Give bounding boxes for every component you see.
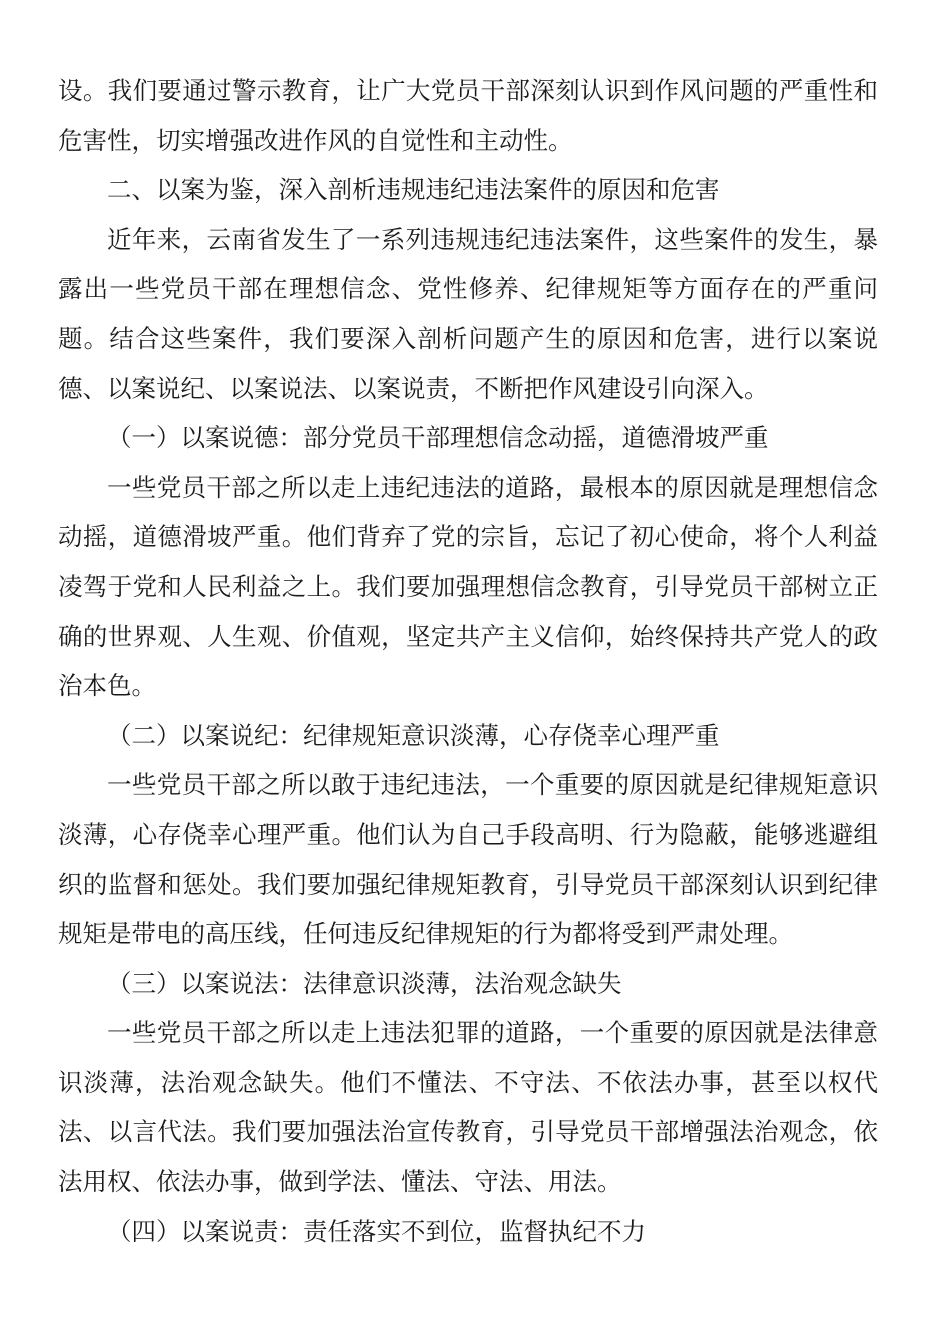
subheading-discipline: （二）以案说纪：纪律规矩意识淡薄，心存侥幸心理严重 [107,720,720,750]
paragraph-discipline: 一些党员干部之所以敢于违纪违法，一个重要的原因就是纪律规矩意识淡薄，心存侥幸心理严重。他们认为自己手段高明、行为隐蔽，能够逃避组织的监督和惩处。我们要加强纪律规矩教育，引导党员干部深刻认识到纪律规矩是带电的高压线，任何违反纪律规矩的行为都将受到严肃处理。 [58,770,878,949]
paragraph-continuation: 设。我们要通过警示教育，让广大党员干部深刻认识到作风问题的严重性和危害性，切实增强改进作风的自觉性和主动性。 [58,76,878,155]
subheading-responsibility: （四）以案说责：责任落实不到位，监督执纪不力 [107,1216,646,1246]
paragraph-cases-overview: 近年来，云南省发生了一系列违规违纪违法案件，这些案件的发生，暴露出一些党员干部在理想信念、党性修养、纪律规矩等方面存在的严重问题。结合这些案件，我们要深入剖析问题产生的原因和危害，进行以案说德、以案说纪、以案说法、以案说责，不断把作风建设引向深入。 [58,224,878,403]
paragraph-morality: 一些党员干部之所以走上违纪违法的道路，最根本的原因就是理想信念动摇，道德滑坡严重。他们背弃了党的宗旨，忘记了初心使命，将个人利益凌驾于党和人民利益之上。我们要加强理想信念教育，引导党员干部树立正确的世界观、人生观、价值观，坚定共产主义信仰，始终保持共产党人的政治本色。 [58,472,878,701]
subheading-morality: （一）以案说德：部分党员干部理想信念动摇，道德滑坡严重 [107,423,769,453]
paragraph-law: 一些党员干部之所以走上违法犯罪的道路，一个重要的原因就是法律意识淡薄，法治观念缺失。他们不懂法、不守法、不依法办事，甚至以权代法、以言代法。我们要加强法治宣传教育，引导党员干部增强法治观念，依法用权、依法办事，做到学法、懂法、守法、用法。 [58,1018,878,1197]
document-body [58,66,878,1256]
subheading-law: （三）以案说法：法律意识淡薄，法治观念缺失 [107,968,622,998]
section-heading-two: 二、以案为鉴，深入剖析违规违纪违法案件的原因和危害 [107,175,720,205]
